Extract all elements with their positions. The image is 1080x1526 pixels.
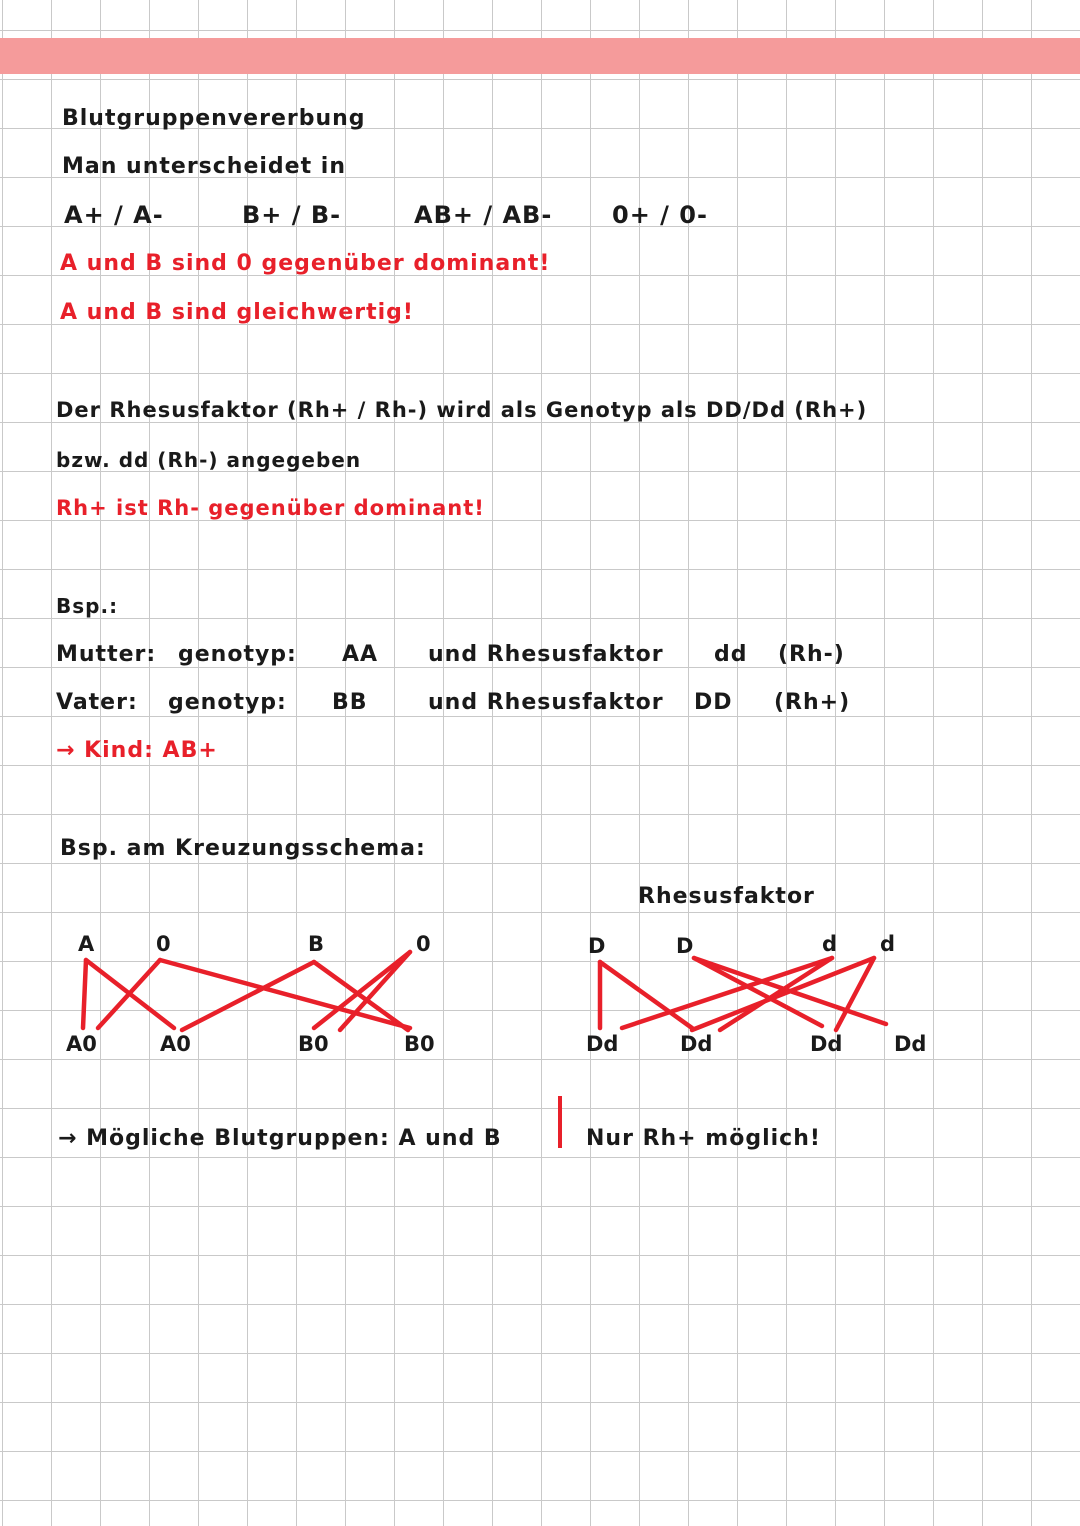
blood-line-0-child1 <box>98 960 160 1028</box>
blood-parent-0-second: 0 <box>416 932 431 956</box>
rule-dominant: A und B sind 0 gegenüber dominant! <box>60 251 551 276</box>
separator-bar <box>558 1096 562 1148</box>
rh-child-2: Dd <box>680 1032 713 1056</box>
group-4: 0+ / 0- <box>612 201 708 229</box>
mother-rh: dd <box>714 642 748 667</box>
rule-equal: A und B sind gleichwertig! <box>60 300 414 325</box>
rh-text-line2: bzw. dd (Rh-) angegeben <box>56 448 362 472</box>
rh-cross-title: Rhesusfaktor <box>638 884 815 909</box>
rh-child-1: Dd <box>586 1032 619 1056</box>
rh-child-4: Dd <box>894 1032 927 1056</box>
mother-rh-label: und Rhesusfaktor <box>428 642 664 667</box>
blood-parent-b: B <box>308 932 325 956</box>
father-geno: BB <box>332 690 368 715</box>
father-geno-label: genotyp: <box>168 690 287 715</box>
father-rh-label: und Rhesusfaktor <box>428 690 664 715</box>
page-title: Blutgruppenvererbung <box>62 106 366 131</box>
blood-parent-a: A <box>78 932 95 956</box>
rh-rule: Rh+ ist Rh- gegenüber dominant! <box>56 496 485 520</box>
example-label: Bsp.: <box>56 594 119 618</box>
rh-parent-d3: d <box>822 932 838 956</box>
father-rh-pheno: (Rh+) <box>774 690 851 715</box>
group-2: B+ / B- <box>242 201 342 229</box>
rh-child-3: Dd <box>810 1032 843 1056</box>
mother-geno: AA <box>342 642 379 667</box>
cross-title: Bsp. am Kreuzungsschema: <box>60 836 426 861</box>
group-3: AB+ / AB- <box>414 201 553 229</box>
conclusion-rh: Nur Rh+ möglich! <box>586 1126 821 1151</box>
blood-line-a-child1 <box>83 960 86 1028</box>
child-result: → Kind: AB+ <box>56 738 218 763</box>
blood-parent-0: 0 <box>156 932 171 956</box>
intro-text: Man unterscheidet in <box>62 154 346 179</box>
mother-rh-pheno: (Rh-) <box>778 642 845 667</box>
blood-child-1: A0 <box>66 1032 97 1056</box>
group-1: A+ / A- <box>64 201 164 229</box>
blood-child-4: B0 <box>404 1032 435 1056</box>
conclusion-bloodgroups: → Mögliche Blutgruppen: A und B <box>58 1126 502 1151</box>
mother-label: Mutter: <box>56 642 157 667</box>
father-label: Vater: <box>56 690 138 715</box>
mother-geno-label: genotyp: <box>178 642 297 667</box>
rh-line-d3-child3 <box>720 958 832 1030</box>
father-rh: DD <box>694 690 733 715</box>
blood-child-3: B0 <box>298 1032 329 1056</box>
rh-parent-d2: D <box>676 934 694 958</box>
blood-child-2: A0 <box>160 1032 191 1056</box>
rh-parent-d1: D <box>588 934 606 958</box>
rh-parent-d4: d <box>880 932 896 956</box>
rh-text-line1: Der Rhesusfaktor (Rh+ / Rh-) wird als Genotyp als DD/Dd (Rh+) <box>56 398 868 422</box>
